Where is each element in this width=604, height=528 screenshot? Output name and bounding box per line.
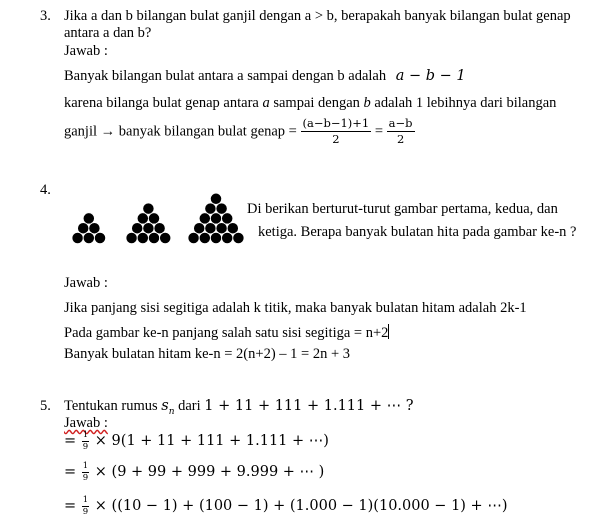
triangle-dot — [160, 232, 171, 243]
q5-step2-expression: × (9 + 99 + 999 + 9.999 + ⋯ ) — [94, 463, 325, 480]
triangle-dot — [205, 203, 216, 214]
q3-line3-text: ganjil → banyak bilangan bulat genap = — [64, 123, 297, 140]
q3-answer-line2 — [64, 96, 556, 111]
triangle-dot — [222, 213, 233, 224]
q4-description-line2: ketiga. Berapa banyak bulatan hita pada gambar ke-n ? — [258, 224, 577, 240]
q4-figure-2 — [126, 203, 171, 244]
triangle-dot — [72, 232, 83, 243]
q4-triangle-figures — [70, 186, 250, 246]
q5-step2-fraction — [82, 462, 89, 482]
q5-step3-expression: × ((10 − 1) + (100 − 1) + (1.000 − 1)(10.000 − 1) + ⋯) — [94, 497, 508, 514]
q3-line2-var-b: b — [363, 95, 371, 111]
q5-question — [64, 399, 414, 417]
q5-n-subscript: n — [168, 406, 175, 417]
q5-step1-frac-den: 9 — [82, 441, 89, 452]
q5-step-3 — [64, 496, 507, 516]
q5-step3-frac-den: 9 — [82, 506, 89, 517]
triangle-dot — [94, 232, 105, 243]
triangle-dot — [148, 232, 159, 243]
triangle-dot — [194, 223, 205, 234]
triangle-dot — [154, 223, 165, 234]
triangle-dot — [205, 223, 216, 234]
q4-description-line1: Di berikan berturut-turut gambar pertama, kedua, dan — [247, 201, 558, 217]
triangle-dot — [227, 223, 238, 234]
q5-series: 1 + 11 + 111 + 1.111 + ⋯ ? — [204, 398, 414, 414]
q5-number: 5. — [40, 398, 51, 414]
q5-step-1 — [64, 431, 329, 451]
q4-jawab-label: Jawab : — [64, 275, 108, 291]
triangle-dot — [132, 223, 143, 234]
triangle-dot — [199, 213, 210, 224]
triangle-dot — [233, 232, 244, 243]
q5-step1-frac-num: 1 — [82, 430, 89, 440]
q5-question-text: Tentukan rumus — [64, 398, 158, 414]
q3-frac1-denominator: 2 — [301, 131, 372, 146]
q5-step1-eq: = — [64, 432, 77, 449]
triangle-dot — [188, 232, 199, 243]
q4-answer-line2 — [64, 324, 389, 341]
q5-step3-fraction — [82, 496, 89, 516]
q3-frac2-denominator: 2 — [387, 131, 415, 146]
q3-answer-line3 — [64, 118, 415, 145]
triangle-dot — [83, 232, 94, 243]
q3-question-line2: antara a dan b? — [64, 25, 152, 41]
q5-step-2 — [64, 462, 324, 482]
q3-answer-line1 — [64, 69, 466, 84]
q5-step2-frac-den: 9 — [82, 472, 89, 483]
q5-step2-frac-num: 1 — [82, 461, 89, 471]
q3-fraction-2 — [387, 118, 415, 145]
triangle-dot — [126, 232, 137, 243]
q3-line2-mid: sampai dengan — [273, 95, 360, 111]
q5-s: s — [161, 398, 169, 414]
triangle-dot — [143, 203, 154, 214]
q5-step2-eq: = — [64, 463, 77, 480]
triangle-dot — [222, 232, 233, 243]
q3-frac1-numerator: (a−b−1)+1 — [302, 116, 370, 130]
triangle-dot — [137, 232, 148, 243]
q4-number: 4. — [40, 182, 51, 198]
triangle-dot — [210, 213, 221, 224]
triangle-dot — [216, 223, 227, 234]
q5-step1-expression: × 9(1 + 11 + 111 + 1.111 + ⋯) — [94, 432, 329, 449]
q3-frac2-numerator: a−b — [388, 116, 413, 130]
q5-step3-eq: = — [64, 497, 77, 514]
q5-s-symbol — [161, 398, 175, 417]
q5-jawab-label: Jawab : — [64, 415, 108, 431]
q3-line2-text: karena bilanga bulat genap antara — [64, 95, 259, 111]
q3-line2-end: adalah 1 lebihnya dari bilangan — [374, 95, 557, 111]
q3-equals: = — [374, 123, 384, 140]
q3-number: 3. — [40, 8, 51, 24]
q4-figure-3 — [188, 193, 244, 243]
triangle-dot — [89, 223, 100, 234]
q4-figure-1 — [72, 213, 106, 244]
q3-jawab-label: Jawab : — [64, 43, 108, 59]
triangle-dot — [148, 213, 159, 224]
triangle-dot — [210, 193, 221, 204]
triangle-dot — [143, 223, 154, 234]
triangle-dot — [78, 223, 89, 234]
q3-line1-text: Banyak bilangan bulat antara a sampai dengan b adalah — [64, 68, 387, 84]
triangle-dot — [137, 213, 148, 224]
q5-step3-frac-num: 1 — [82, 495, 89, 505]
triangle-dot — [210, 232, 221, 243]
triangle-dot — [199, 232, 210, 243]
q3-fraction-1 — [301, 118, 372, 145]
triangle-dot — [83, 213, 94, 224]
triangle-dot — [216, 203, 227, 214]
q4-answer-line3: Banyak bulatan hitam ke-n = 2(n+2) – 1 = 2n + 3 — [64, 346, 350, 362]
q4-answer-line1: Jika panjang sisi segitiga adalah k titik, maka banyak bulatan hitam adalah 2k-1 — [64, 300, 527, 316]
q5-question-mid: dari — [178, 398, 201, 414]
q3-question-line1: Jika a dan b bilangan bulat ganjil dengan a > b, berapakah banyak bilangan bulat genap — [64, 8, 571, 24]
q4-line2-text: Pada gambar ke-n panjang salah satu sisi segitiga = n+2 — [64, 325, 389, 341]
q5-step1-fraction — [82, 431, 89, 451]
q3-line2-var-a: a — [262, 95, 270, 111]
q3-line1-formula: a − b − 1 — [395, 68, 466, 84]
text-cursor — [388, 324, 389, 339]
